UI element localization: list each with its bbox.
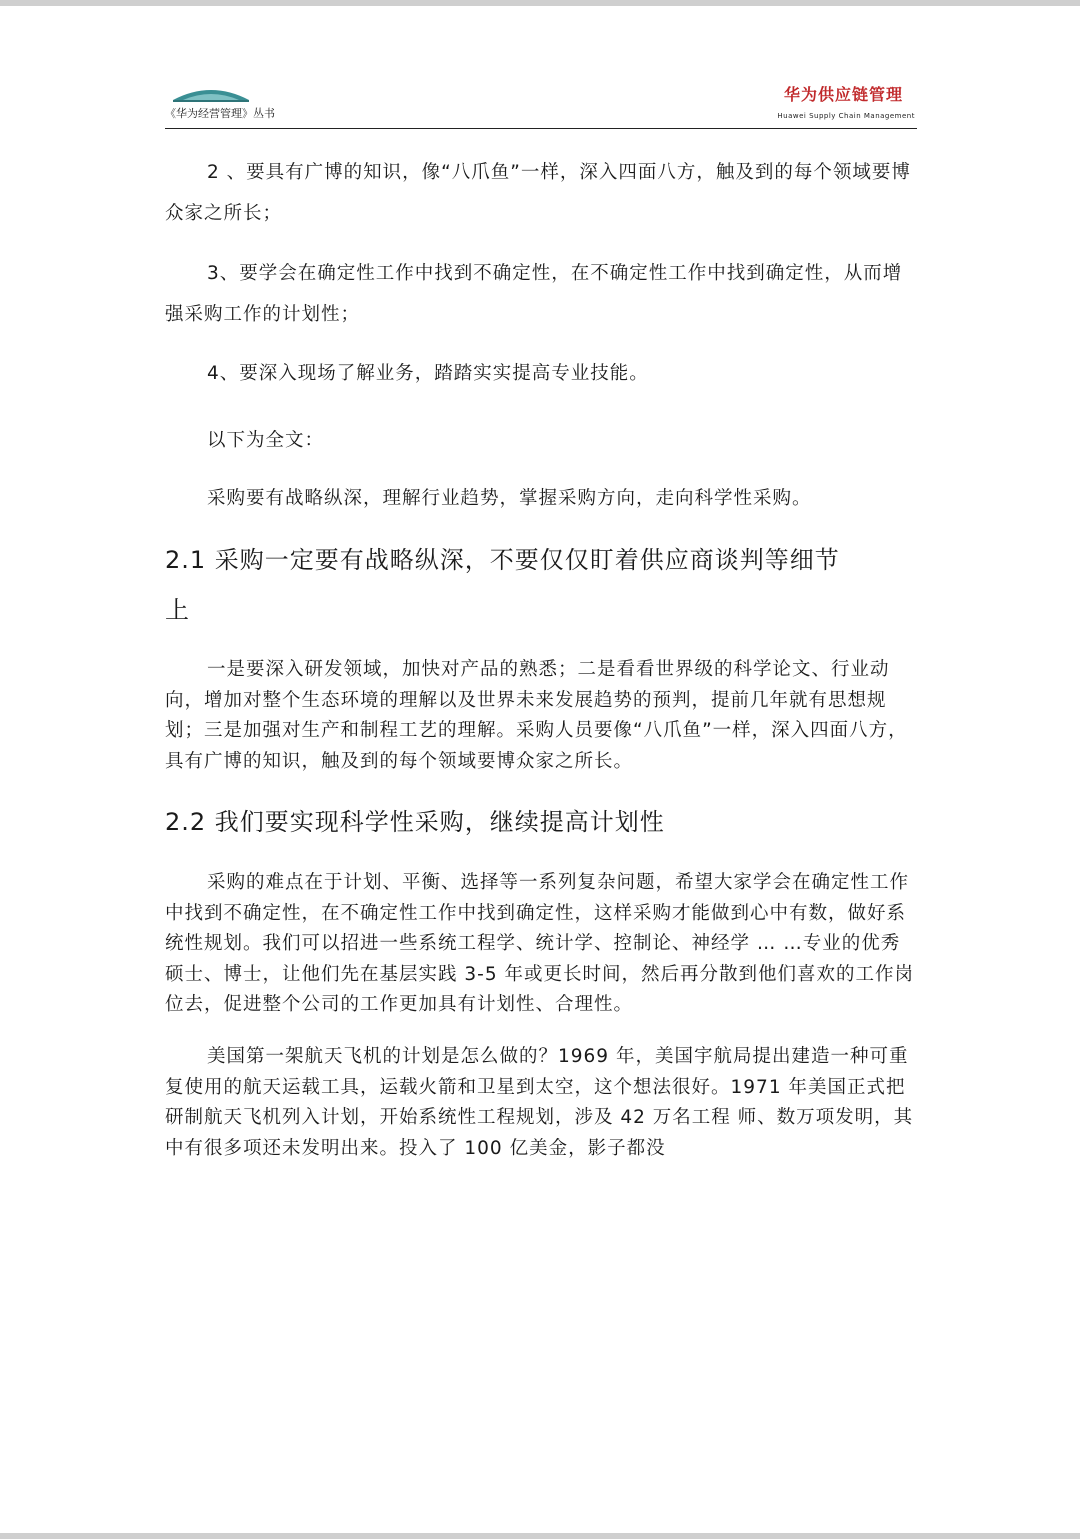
viewer-bottom-edge — [0, 1533, 1080, 1539]
paragraph-item-2: 2 、要具有广博的知识，像“八爪鱼”一样，深入四面八方，触及到的每个领域要博众家之所长； — [165, 162, 911, 224]
paragraph-section-2-1: 一是要深入研发领域，加快对产品的熟悉；二是看看世界级的科学论文、行业动向，增加对整个生态环境的理解以及世界未来发展趋势的预判，提前几年就有思想规划；三是加强对生产和制程工艺的理解。采购人员要像“八爪鱼”一样，深入四面八方，具有广博的知识，触及到的每个领域要博众家之所长。 — [165, 659, 908, 772]
brand-subtitle: Huawei Supply Chain Management — [777, 112, 915, 120]
paragraph-summary: 采购要有战略纵深，理解行业趋势，掌握采购方向，走向科学性采购。 — [207, 488, 812, 509]
header-divider — [165, 128, 917, 129]
section-heading-2-1: 2.1 采购一定要有战略纵深，不要仅仅盯着供应商谈判等细节上 — [165, 546, 840, 624]
brand-title: 华为供应链管理 — [783, 85, 903, 104]
pavilion-logo-icon — [171, 82, 251, 104]
paragraph-full-text-intro: 以下为全文： — [207, 430, 325, 451]
paragraph-space-shuttle: 美国第一架航天飞机的计划是怎么做的？1969 年，美国宇航局提出建造一种可重复使用的航天运载工具，运载火箭和卫星到太空，这个想法很好。1971 年美国正式把研制航天飞机列入计划，开始系统性工程规划，涉及 42 万名工程 师、数万项发明，其中有很多项还未发明出来。投入了 100 亿美金，影子都没 — [165, 1046, 914, 1159]
page-header — [165, 78, 917, 130]
paragraph-section-2-2: 采购的难点在于计划、平衡、选择等一系列复杂问题，希望大家学会在确定性工作中找到不确定性，在不确定性工作中找到确定性，这样采购才能做到心中有数，做好系统性规划。我们可以招进一些系统工程学、统计学、控制论、神经学 … …专业的优秀硕士、博士，让他们先在基层实践 3-5 年或更长时间，然后再分散到他们喜欢的工作岗位去，促进整个公司的工作更加具有计划性、合理性。 — [165, 872, 914, 1015]
paragraph-item-3: 3、要学会在确定性工作中找到不确定性，在不确定性工作中找到确定性，从而增强采购工作的计划性； — [165, 263, 903, 325]
series-title: 《华为经营管理》丛书 — [165, 107, 275, 120]
section-heading-2-2: 2.2 我们要实现科学性采购，继续提高计划性 — [165, 808, 665, 836]
paragraph-item-4: 4、要深入现场了解业务，踏踏实实提高专业技能。 — [207, 363, 649, 384]
viewer-top-edge — [0, 0, 1080, 6]
